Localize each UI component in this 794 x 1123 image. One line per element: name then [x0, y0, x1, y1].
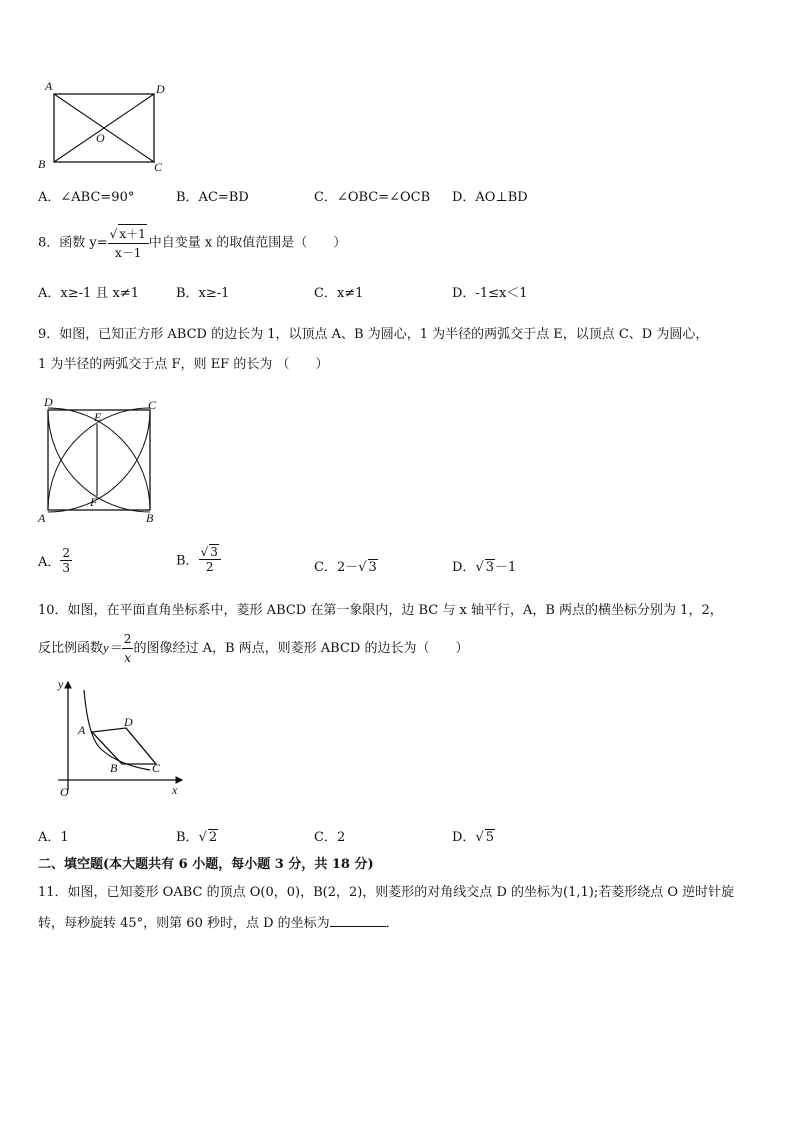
- q10-d-radicand: 5: [485, 830, 495, 845]
- q7-option-d[interactable]: D．AO⊥BD: [452, 190, 528, 205]
- q8-numerator: x＋1: [118, 224, 146, 243]
- q9-line-1: 9．如图，已知正方形 ABCD 的边长为 1，以顶点 A、B 为圆心，1 为半径的两弧交于点 E，以顶点 C、D 为圆心，: [38, 327, 709, 342]
- label-b: B: [146, 511, 154, 525]
- q11-line-2: [38, 914, 399, 933]
- label-f: F: [90, 495, 98, 509]
- q8-suffix: 中自变量 x 的取值范围是（ ）: [148, 235, 347, 251]
- q10-line-2-prefix: 反比例函数: [38, 641, 104, 656]
- q9-line-2: 1 为半径的两弧交于点 F，则 EF 的长为 （ ）: [38, 357, 329, 372]
- q8-option-d[interactable]: D．-1≤x＜1: [452, 286, 528, 301]
- q11-line-2-end: ．: [385, 916, 399, 931]
- q9-option-d-label: D．: [452, 560, 476, 575]
- q11-line-2-text: 转，每秒旋转 45°，则第 60 秒时，点 D 的坐标为: [38, 916, 330, 931]
- q8-prefix: 8．函数 y=: [38, 235, 108, 251]
- q9-option-c-label: C．: [314, 560, 337, 575]
- q9-d-radicand: 3: [485, 560, 495, 575]
- q8-option-c[interactable]: C．x≠1: [314, 286, 364, 301]
- q8-fraction: $\frac{√ x+1}{x-1}$: [108, 224, 149, 262]
- q8-denominator: x－1: [114, 246, 142, 260]
- square-arcs-diagram: [34, 396, 164, 524]
- q7-option-a[interactable]: A．∠ABC=90°: [38, 190, 135, 205]
- q9-option-c[interactable]: C．2－√ 3: [314, 560, 377, 575]
- q7-option-c[interactable]: C．∠OBC=∠OCB: [314, 190, 431, 205]
- label-d: D: [44, 395, 53, 409]
- label-a: A: [38, 511, 46, 525]
- q8-question: [38, 224, 346, 262]
- q9-option-d[interactable]: D．√ 3－1: [452, 560, 517, 575]
- label-a: A: [78, 723, 86, 737]
- label-d: D: [124, 715, 133, 729]
- q10-option-b-label: B．: [176, 830, 199, 845]
- q9-b-denominator: 2: [205, 560, 214, 574]
- label-x: x: [172, 783, 178, 797]
- q9-option-b-label: B．: [176, 553, 199, 569]
- label-c: C: [152, 761, 161, 775]
- label-b: B: [110, 761, 118, 775]
- label-c: C: [148, 398, 157, 412]
- q10-line-2: [38, 630, 468, 667]
- label-e: E: [94, 410, 102, 424]
- rectangle-diagram: [36, 78, 176, 174]
- label-o: O: [60, 785, 69, 799]
- q10-frac-numerator: 2: [122, 630, 134, 649]
- label-a: A: [45, 79, 53, 93]
- q10-option-d[interactable]: D．√ 5: [452, 830, 495, 845]
- label-c: C: [154, 160, 163, 174]
- q9-b-radicand: 3: [210, 545, 218, 559]
- q10-y-equals: y＝: [103, 640, 122, 655]
- q8-option-b[interactable]: B．x≥-1: [176, 286, 230, 301]
- q10-line-1: 10．如图，在平面直角坐标系中，菱形 ABCD 在第一象限内，边 BC 与 x 轴平行，A，B 两点的横坐标分别为 1，2，: [38, 603, 723, 618]
- section-heading: 二、填空题(本大题共有 6 小题，每小题 3 分，共 18 分): [38, 857, 374, 872]
- q10-frac-denominator: x: [124, 651, 131, 665]
- q9-c-radicand: 3: [368, 560, 377, 575]
- q8-option-a[interactable]: A．x≥-1 且 x≠1: [38, 286, 140, 301]
- q10-b-radicand: 2: [208, 830, 218, 845]
- answer-blank[interactable]: [330, 914, 386, 927]
- coordinate-rhombus-diagram: [54, 676, 184, 804]
- label-b: B: [38, 157, 46, 171]
- q11-line-1: 11．如图，已知菱形 OABC 的顶点 O(0，0)，B(2，2)，则菱形的对角线交点 D 的坐标为(1,1);若菱形绕点 O 逆时针旋: [38, 885, 735, 900]
- q10-line-2-suffix: 的图像经过 A，B 两点，则菱形 ABCD 的边长为（ ）: [133, 641, 469, 656]
- q9-option-b[interactable]: B． $\frac{√ 3}{2}$: [176, 544, 221, 574]
- q9-a-denominator: 3: [62, 561, 71, 575]
- q9-option-a[interactable]: [38, 546, 72, 575]
- label-y: y: [58, 677, 64, 691]
- q9-c-prefix: 2－: [336, 560, 359, 575]
- q10-option-a[interactable]: A．1: [38, 830, 69, 845]
- q7-option-b[interactable]: B．AC=BD: [176, 190, 249, 205]
- q10-option-c[interactable]: C．2: [314, 830, 346, 845]
- q10-option-b[interactable]: B．√ 2: [176, 830, 218, 845]
- q10-option-d-label: D．: [452, 830, 476, 845]
- q9-d-suffix: －1: [495, 560, 517, 575]
- label-o: O: [96, 131, 105, 145]
- q9-a-numerator: 2: [62, 546, 71, 560]
- label-d: D: [156, 82, 165, 96]
- q9-option-a-label: A．: [38, 555, 61, 570]
